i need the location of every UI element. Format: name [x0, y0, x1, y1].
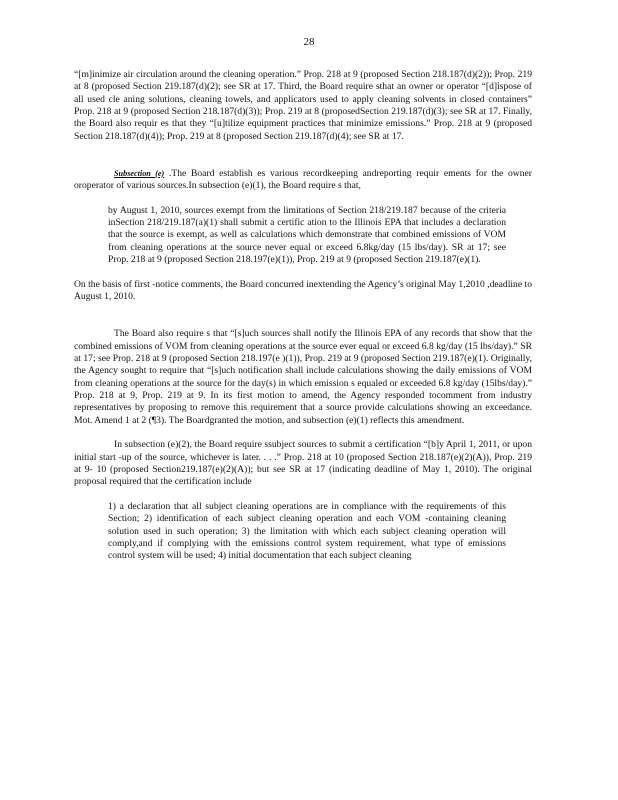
page-number: 28: [303, 36, 315, 48]
paragraph-notify-records: The Board also require s that “[s]uch sources shall notify the Illinois EPA of any records that show that the combined emissions of VOM from cleaning operations at the source ever equal or exceed 6.8 kg/day (15 lbs/day).” SR at 17; see Prop. 218 at 9 (proposed Section 218.197(e )(1)), Prop. 219 at 9 (proposed Section 219.187(e)(1). Originally, the Agency sought to require that “[s]uch notification shall include calculations showing the daily emissions of VOM from cleaning operations at the source for the day(s) in which emission s equaled or exceeded 6.8 kg/day (15lbs/day).” Prop. 218 at 9, Prop. 219 at 9. In its first motion to amend, the Agency responded tocomment from industry representatives by proposing to remove this requirement that a source provide calculations showing an exceedance. Mot. Amend 1 at 2 (¶3). The Boardgranted the motion, and subsection (e)(1) reflects this amendment.: [74, 328, 532, 426]
body-text: [74, 69, 532, 563]
subsection-e-text: .The Board establish es various recordkeeping andreporting requir ements for the owner oroperator of various sources.In subsection (e)(1), the Board require s that,: [74, 167, 532, 192]
block-quote-certification-contents: 1) a declaration that all subject cleaning operations are in compliance with the requirements of this Section; 2) identification of each subject cleaning operation and each VOM -containing cleaning solution used in such operation; 3) the limitation with which each subject cleaning operation will comply,and if complying with the emissions control system requirement, what type of emissions control system will be used; 4) initial documentation that each subject cleaning: [108, 501, 506, 562]
paragraph-dispose-requirements: “[m]inimize air circulation around the cleaning operation.” Prop. 218 at 9 (proposed Section 218.187(d)(2)); Prop. 219 at 8 (proposed Section 219.187(d)(2); see SR at 17. Third, the Board require sthat an owner or operator “[d]ispose of all used cle aning solutions, cleaning towels, and applicators used to apply cleaning solvents in closed containers” Prop. 218 at 9 (proposed Section 218.187(d)(3)); Prop. 219 at 8 (proposedSection 219.187(d)(3); see SR at 17. Finally, the Board also requir es that they “[u]tilize equipment practices that minimize emissions.” Prop. 218 at 9 (proposed Section 218.187(d)(4)); Prop. 219 at 8 (proposed Section 219.187(d)(4); see SR at 17.: [74, 69, 532, 142]
paragraph-first-notice: On the basis of first -notice comments, the Board concurred inextending the Agency’s original May 1,2010 ,deadline to August 1, 2010.: [74, 278, 532, 303]
block-quote-certification: by August 1, 2010, sources exempt from the limitations of Section 218/219.187 because of the criteria inSection 218/219.187(a)(1) shall submit a certific ation to the Illinois EPA that includes a declaration that the source is exempt, as well as calculations which demonstrate that combined emissions of VOM from cleaning operations at the source never equal or exceed 6.8kg/day (15 lbs/day). SR at 17; see Prop. 218 at 9 (proposed Section 218.197(e)(1)), Prop. 219 at 9 (proposed Section 219.187(e)(1).: [108, 204, 506, 266]
subsection-e-heading: Subsection (e): [114, 168, 165, 178]
paragraph-subsection-e: [74, 168, 532, 193]
paragraph-subsection-e2: In subsection (e)(2), the Board require ssubject sources to submit a certification “[b]y April 1, 2011, or upon initial start -up of the source, whichever is later. . . .” Prop. 218 at 10 (proposed Section 218.187(e)(2)(A)), Prop. 219 at 9- 10 (proposed Section219.187(e)(2)(A)); but see SR at 17 (indicating deadline of May 1, 2010). The original proposal required that the certification include: [74, 439, 532, 488]
